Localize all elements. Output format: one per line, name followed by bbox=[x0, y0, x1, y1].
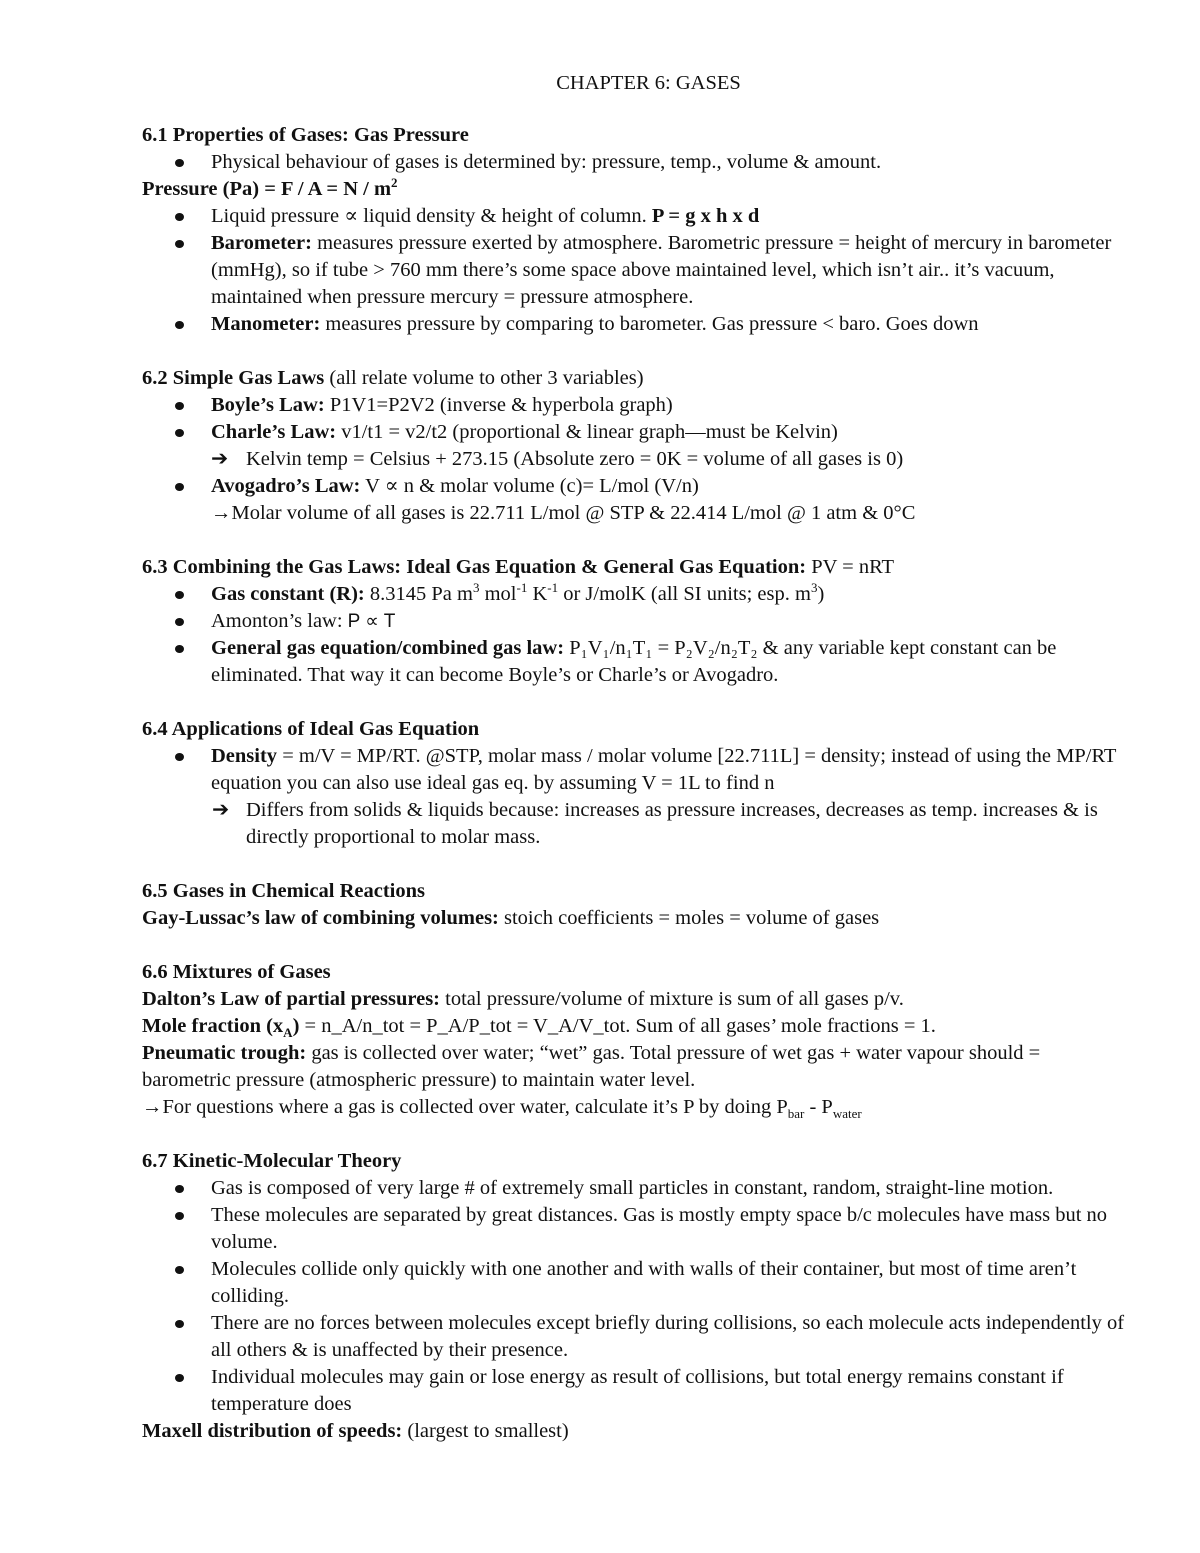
bullet-text: Liquid pressure ∝ liquid density & height of column. bbox=[211, 205, 652, 227]
tip-text: For questions where a gas is collected over water, calculate it’s P by doing P bbox=[162, 1096, 788, 1118]
law-label: Gay-Lussac’s law of combining volumes: bbox=[142, 907, 499, 929]
arrow-icon: → bbox=[211, 502, 232, 524]
label-frag: ) bbox=[292, 1015, 300, 1037]
section-heading-6-2 bbox=[142, 365, 1127, 392]
list-item bbox=[142, 392, 1127, 419]
arrow-icon: → bbox=[142, 1096, 163, 1118]
spacer bbox=[142, 689, 1127, 716]
mole-fraction-label bbox=[142, 1015, 300, 1041]
bullet-label: Charle’s Law: bbox=[211, 421, 337, 443]
section-6-4-list bbox=[142, 743, 1127, 797]
bullet-text: P1V1=P2V2 (inverse & hyperbola graph) bbox=[324, 394, 673, 416]
sub-point bbox=[142, 797, 1127, 851]
sub-point-text: Kelvin temp = Celsius + 273.15 (Absolute zero = 0K = volume of all gases is 0) bbox=[246, 448, 904, 470]
law-label: Pneumatic trough: bbox=[142, 1042, 307, 1064]
law-text: total pressure/volume of mixture is sum of all gases p/v. bbox=[440, 988, 904, 1010]
section-heading-6-5: 6.5 Gases in Chemical Reactions bbox=[142, 880, 425, 902]
spacer bbox=[142, 527, 1127, 554]
text-frag: K bbox=[527, 583, 548, 605]
spacer bbox=[142, 338, 1127, 365]
heading-bold: 6.2 Simple Gas Laws bbox=[142, 367, 325, 389]
mole-fraction-text: = n_A/n_tot = P_A/P_tot = V_A/V_tot. Sum of all gases’ mole fractions = 1. bbox=[299, 1015, 936, 1037]
collection-tip bbox=[142, 1094, 1127, 1121]
bullet-text: measures pressure by comparing to barometer. Gas pressure < baro. Goes down bbox=[320, 313, 979, 335]
law-text: stoich coefficients = moles = volume of gases bbox=[498, 907, 880, 929]
list-item bbox=[142, 743, 1127, 797]
section-6-1-list bbox=[142, 149, 1127, 176]
spacer bbox=[142, 1121, 1127, 1148]
list-item: Molecules collide only quickly with one another and with walls of their container, but most of time aren’t colliding. bbox=[142, 1256, 1127, 1310]
sub-point bbox=[142, 500, 1127, 527]
text-frag: 8.3145 Pa m bbox=[364, 583, 473, 605]
bullet-text: = m/V = MP/RT. @STP, molar mass / molar volume [22.711L] = density; instead of using the MP/RT equation you can also use ideal gas eq. by assuming V = 1L to find n bbox=[211, 745, 1117, 794]
sub-point bbox=[142, 446, 1127, 473]
bullet-label: Gas constant (R): bbox=[211, 583, 365, 605]
heading-rest: (all relate volume to other 3 variables) bbox=[324, 367, 644, 389]
sub-point-text: Molar volume of all gases is 22.711 L/mol @ STP & 22.414 L/mol @ 1 atm & 0°C bbox=[231, 502, 916, 524]
page-title: CHAPTER 6: GASES bbox=[556, 72, 741, 94]
hydrostatic-formula: P = g x h x d bbox=[651, 205, 760, 227]
subscript: water bbox=[832, 1106, 862, 1122]
law-label: Dalton’s Law of partial pressures: bbox=[142, 988, 441, 1010]
gay-lussac-law bbox=[142, 905, 1127, 932]
mole-fraction bbox=[142, 1013, 1127, 1040]
bullet-text: measures pressure exerted by atmosphere. Barometric pressure = height of mercury in barometer (mmHg), so if tube > 760 mm there’s some space above maintained level, which isn’t air.. it’s vacuum, maintained when pressure mercury = pressure atmosphere. bbox=[211, 232, 1112, 308]
text-frag: mol bbox=[479, 583, 517, 605]
list-item bbox=[142, 419, 1127, 446]
list-item: There are no forces between molecules except briefly during collisions, so each molecule acts independently of all others & is unaffected by their presence. bbox=[142, 1310, 1127, 1364]
list-item bbox=[142, 311, 1127, 338]
spacer bbox=[142, 932, 1127, 959]
list-item: Gas is composed of very large # of extremely small particles in constant, random, straight-line motion. bbox=[142, 1175, 1127, 1202]
superscript: 3 bbox=[472, 580, 480, 596]
pressure-formula bbox=[142, 176, 1127, 203]
pneumatic-trough bbox=[142, 1040, 1127, 1094]
document-page bbox=[142, 70, 1127, 1445]
section-6-2-list bbox=[142, 392, 1127, 446]
subscript: bar bbox=[787, 1106, 805, 1122]
arrow-icon: ➔ bbox=[212, 799, 230, 821]
bullet-text: Amonton’s law: bbox=[211, 610, 348, 632]
text-frag: ) bbox=[817, 583, 825, 605]
list-item: Physical behaviour of gases is determined by: pressure, temp., volume & amount. bbox=[142, 149, 1127, 176]
bullet-label: Barometer: bbox=[211, 232, 312, 254]
list-item bbox=[142, 581, 1127, 608]
bullet-label: General gas equation/combined gas law: bbox=[211, 637, 565, 659]
list-item bbox=[142, 608, 1127, 635]
tip-text: - P bbox=[804, 1096, 833, 1118]
heading-rest: PV = nRT bbox=[806, 556, 895, 578]
list-item bbox=[142, 473, 1127, 500]
maxwell-distribution bbox=[142, 1418, 1127, 1445]
pressure-exponent: 2 bbox=[391, 175, 398, 191]
list-item bbox=[142, 230, 1127, 311]
list-item bbox=[142, 635, 1127, 689]
bullet-text: & any variable kept constant can be eliminated. That way it can become Boyle’s or Charle’s or Avogadro. bbox=[211, 637, 1057, 686]
list-item: These molecules are separated by great distances. Gas is mostly empty space b/c molecules have mass but no volume. bbox=[142, 1202, 1127, 1256]
law-text: (largest to smallest) bbox=[402, 1420, 569, 1442]
bullet-label: Manometer: bbox=[211, 313, 321, 335]
bullet-text: v1/t1 = v2/t2 (proportional & linear graph—must be Kelvin) bbox=[336, 421, 838, 443]
arrow-icon: ➔ bbox=[211, 448, 229, 470]
section-6-1-list-2 bbox=[142, 203, 1127, 338]
bullet-label: Boyle’s Law: bbox=[211, 394, 325, 416]
superscript: -1 bbox=[516, 580, 528, 596]
section-heading-6-4: 6.4 Applications of Ideal Gas Equation bbox=[142, 718, 480, 740]
subscript: A bbox=[283, 1025, 293, 1041]
superscript: -1 bbox=[547, 580, 559, 596]
superscript: 3 bbox=[810, 580, 818, 596]
bullet-label: Density bbox=[211, 745, 278, 767]
sub-point-text: Differs from solids & liquids because: increases as pressure increases, decreases as temp. increases & is directly proportional to molar mass. bbox=[246, 799, 1098, 848]
law-text: gas is collected over water; “wet” gas. Total pressure of wet gas + water vapour should = barometric pressure (atmospheric pressure) to maintain water level. bbox=[142, 1042, 1041, 1091]
text-frag: or J/molK (all SI units; esp. m bbox=[558, 583, 811, 605]
section-6-2-list-2 bbox=[142, 473, 1127, 500]
dalton-law bbox=[142, 986, 1127, 1013]
bullet-label: Avogadro’s Law: bbox=[211, 475, 361, 497]
pressure-label: Pressure (Pa) = F / A = N / m bbox=[142, 178, 392, 200]
section-heading-6-6: 6.6 Mixtures of Gases bbox=[142, 961, 331, 983]
combined-gas-formula: P₁V₁/n₁T₁ = P₂V₂/n₂T₂ bbox=[564, 637, 758, 659]
spacer bbox=[142, 851, 1127, 878]
label-frag: Mole fraction (x bbox=[142, 1015, 284, 1037]
list-item bbox=[142, 203, 1127, 230]
law-label: Maxell distribution of speeds: bbox=[142, 1420, 403, 1442]
amonton-formula: P ∝ T bbox=[347, 611, 396, 632]
section-6-3-list bbox=[142, 581, 1127, 689]
section-heading-6-1: 6.1 Properties of Gases: Gas Pressure bbox=[142, 124, 469, 146]
section-heading-6-7: 6.7 Kinetic-Molecular Theory bbox=[142, 1150, 402, 1172]
heading-bold: 6.3 Combining the Gas Laws: Ideal Gas Equation & General Gas Equation: bbox=[142, 556, 807, 578]
section-heading-6-3 bbox=[142, 554, 1127, 581]
section-6-7-list bbox=[142, 1175, 1127, 1418]
list-item: Individual molecules may gain or lose energy as result of collisions, but total energy remains constant if temperature does bbox=[142, 1364, 1127, 1418]
bullet-text: V ∝ n & molar volume (c)= L/mol (V/n) bbox=[360, 475, 699, 497]
